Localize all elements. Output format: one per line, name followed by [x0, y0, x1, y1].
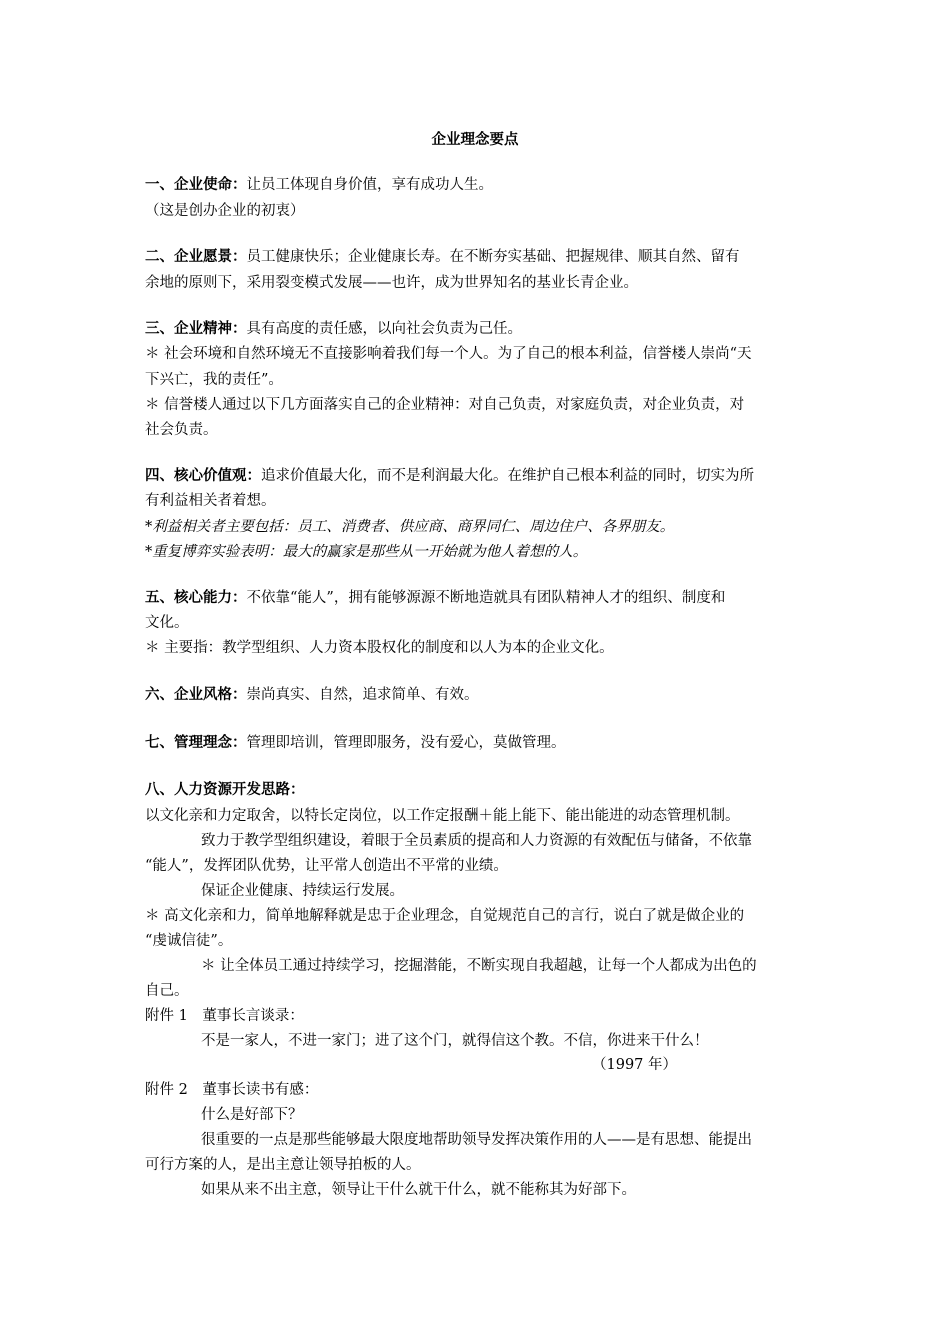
- section-8-line-7: ＊ 让全体员工通过持续学习，挖掘潜能，不断实现自我超越，让每一个人都成为出色的: [201, 958, 757, 974]
- section-8-line-5: ＊ 高文化亲和力，简单地解释就是忠于企业理念，自觉规范自己的言行，说白了就是做企业的: [145, 908, 745, 924]
- section-8-line-4: 保证企业健康、持续运行发展。: [201, 883, 404, 899]
- section-6-text: 崇尚真实、自然，追求简单、有效。: [246, 687, 479, 703]
- section-7-heading: 七、管理理念：: [145, 735, 247, 751]
- section-3-line-4: ＊ 信誉楼人通过以下几方面落实自己的企业精神：对自己负责，对家庭负责，对企业负责，对: [145, 397, 745, 413]
- section-4-line-2: 有利益相关者着想。: [145, 493, 276, 509]
- section-4-heading: 四、核心价值观：: [145, 468, 261, 484]
- section-3-heading: 三、企业精神：: [145, 321, 247, 337]
- section-2-line-2: 余地的原则下，采用裂变模式发展——也许，成为世界知名的基业长青企业。: [145, 275, 638, 291]
- section-8-line-1: 以文化亲和力定取舍，以特长定岗位，以工作定报酬＋能上能下、能出能进的动态管理机制。: [145, 808, 740, 824]
- attachment-2-heading: 附件 2 董事长读书有感：: [145, 1082, 319, 1098]
- section-8-line-2: 致力于教学型组织建设，着眼于全员素质的提高和人力资源的有效配伍与储备，不依靠: [201, 833, 752, 849]
- section-8-heading: 八、人力资源开发思路：: [145, 782, 305, 798]
- section-1-note: （这是创办企业的初衷）: [145, 203, 305, 219]
- section-3-line-1: [145, 319, 522, 339]
- section-1-text: 让员工体现自身价值，享有成功人生。: [246, 177, 493, 193]
- section-8-line-6: “虔诚信徒”。: [145, 933, 233, 949]
- section-4-text: 追求价值最大化，而不是利润最大化。在维护自己根本利益的同时，切实为所: [261, 468, 754, 484]
- section-8-line-3: “能人”，发挥团队优势，让平常人创造出不平常的业绩。: [145, 858, 508, 874]
- section-3-text: 具有高度的责任感，以向社会负责为己任。: [246, 321, 522, 337]
- section-5-heading: 五、核心能力：: [145, 590, 247, 606]
- section-4-line-4: *重复博弈实验表明：最大的赢家是那些从一开始就为他人着想的人。: [145, 544, 588, 560]
- section-3-line-3: 下兴亡，我的责任”。: [145, 372, 283, 388]
- section-8-line-8: 自己。: [145, 983, 189, 999]
- section-3-line-5: 社会负责。: [145, 422, 218, 438]
- attachment-1-quote: 不是一家人，不进一家门；进了这个门，就得信这个教。不信，你进来干什么！: [201, 1033, 709, 1049]
- section-1-line-1: [145, 175, 493, 195]
- attachment-2-line-1: 什么是好部下？: [201, 1107, 303, 1123]
- page-title: 企业理念要点: [431, 132, 519, 148]
- section-2-line-1: [145, 247, 740, 267]
- section-7-line-1: [145, 733, 566, 753]
- section-5-line-1: [145, 588, 725, 608]
- section-2-text: 员工健康快乐；企业健康长寿。在不断夯实基础、把握规律、顺其自然、留有: [246, 249, 740, 265]
- section-3-line-2: ＊ 社会环境和自然环境无不直接影响着我们每一个人。为了自己的根本利益，信誉楼人崇尚“天: [145, 346, 752, 362]
- section-1-heading: 一、企业使命：: [145, 177, 247, 193]
- section-5-line-3: ＊ 主要指：教学型组织、人力资本股权化的制度和以人为本的企业文化。: [145, 640, 614, 656]
- section-6-heading: 六、企业风格：: [145, 687, 247, 703]
- section-5-text: 不依靠“能人”，拥有能够源源不断地造就具有团队精神人才的组织、制度和: [246, 590, 726, 606]
- section-5-line-2: 文化。: [145, 615, 189, 631]
- section-4-line-3: *利益相关者主要包括：员工、消费者、供应商、商界同仁、周边住户、各界朋友。: [145, 519, 675, 535]
- section-2-heading: 二、企业愿景：: [145, 249, 247, 265]
- attachment-2-line-3: 可行方案的人，是出主意让领导拍板的人。: [145, 1157, 421, 1173]
- attachment-2-line-4: 如果从来不出主意，领导让干什么就干什么，就不能称其为好部下。: [201, 1182, 636, 1198]
- section-6-line-1: [145, 685, 479, 705]
- attachment-2-line-2: 很重要的一点是那些能够最大限度地帮助领导发挥决策作用的人——是有思想、能提出: [201, 1132, 752, 1148]
- section-7-text: 管理即培训，管理即服务，没有爱心，莫做管理。: [246, 735, 566, 751]
- attachment-1-heading: 附件 1 董事长言谈录：: [145, 1008, 304, 1024]
- section-4-line-1: [145, 466, 754, 486]
- attachment-1-year: （1997 年）: [592, 1057, 678, 1073]
